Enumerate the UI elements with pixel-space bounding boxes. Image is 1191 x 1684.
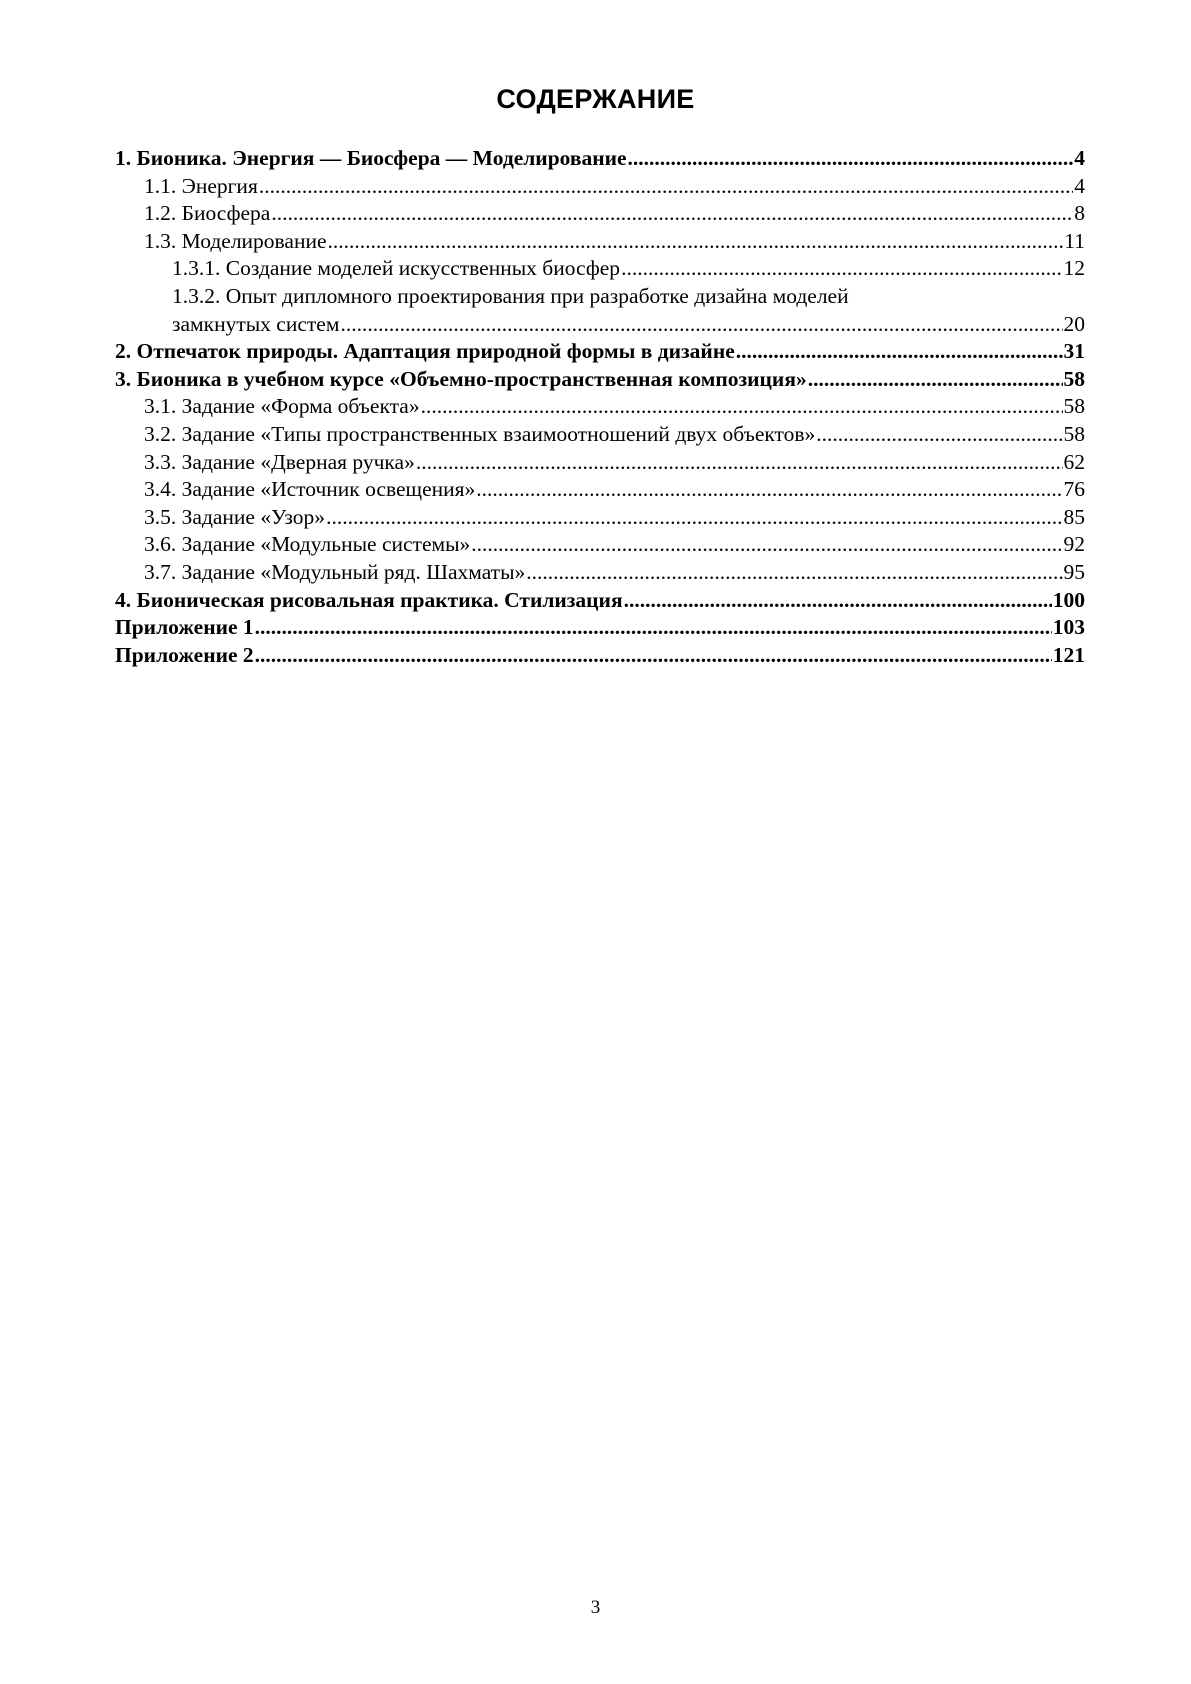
toc-entry-page: 62 bbox=[1063, 449, 1085, 474]
toc-entry-3-4[interactable] bbox=[115, 476, 1085, 504]
toc-entry-label: 3.2. Задание «Типы пространственных взаимоотношений двух объектов» bbox=[144, 421, 816, 446]
toc-entry-appendix-1[interactable] bbox=[115, 614, 1085, 642]
dot-leader bbox=[271, 200, 1073, 228]
dot-leader bbox=[808, 366, 1063, 394]
toc-entry-page: 58 bbox=[1063, 366, 1085, 391]
toc-entry-1-2[interactable] bbox=[115, 200, 1085, 228]
toc-entry-label: 3.3. Задание «Дверная ручка» bbox=[144, 449, 415, 474]
toc-entry-page: 95 bbox=[1063, 559, 1085, 584]
toc-entry-page: 85 bbox=[1063, 504, 1085, 529]
dot-leader bbox=[526, 559, 1062, 587]
toc-entry-1-1[interactable] bbox=[115, 173, 1085, 201]
dot-leader bbox=[340, 311, 1062, 339]
toc-entry-3-3[interactable] bbox=[115, 449, 1085, 477]
dot-leader bbox=[736, 338, 1063, 366]
toc-entry-page: 103 bbox=[1052, 615, 1085, 640]
toc-entry-page: 4 bbox=[1074, 146, 1085, 170]
toc-entry-1-3-2[interactable] bbox=[115, 283, 1085, 338]
dot-leader bbox=[476, 476, 1062, 504]
toc-entry-label: 1. Бионика. Энергия — Биосфера — Моделирование bbox=[115, 146, 627, 170]
toc-entry-page: 58 bbox=[1063, 421, 1085, 446]
toc-entry-1[interactable] bbox=[115, 145, 1085, 173]
toc-entry-page: 121 bbox=[1052, 642, 1085, 667]
toc-entry-page: 31 bbox=[1063, 339, 1085, 364]
toc-entry-label: 4. Бионическая рисовальная практика. Стилизация bbox=[115, 587, 623, 612]
toc-entry-page: 12 bbox=[1063, 256, 1085, 281]
toc-entry-page: 11 bbox=[1064, 228, 1085, 253]
toc-entry-2[interactable] bbox=[115, 338, 1085, 366]
dot-leader bbox=[816, 421, 1062, 449]
dot-leader bbox=[471, 531, 1062, 559]
toc-entry-label-line2: замкнутых систем bbox=[172, 311, 340, 336]
toc-entry-label: Приложение 1 bbox=[115, 615, 254, 640]
toc-entry-label: 3.1. Задание «Форма объекта» bbox=[144, 394, 420, 419]
toc-entry-label: 3.4. Задание «Источник освещения» bbox=[144, 477, 476, 502]
dot-leader bbox=[255, 614, 1052, 642]
dot-leader bbox=[421, 393, 1063, 421]
toc-entry-page: 20 bbox=[1063, 311, 1085, 336]
dot-leader bbox=[259, 173, 1073, 201]
toc-entry-3-6[interactable] bbox=[115, 531, 1085, 559]
toc-entry-3[interactable] bbox=[115, 366, 1085, 394]
dot-leader bbox=[326, 504, 1062, 532]
toc-entry-3-5[interactable] bbox=[115, 504, 1085, 532]
toc-entry-3-1[interactable] bbox=[115, 393, 1085, 421]
dot-leader bbox=[624, 587, 1052, 615]
dot-leader bbox=[621, 255, 1062, 283]
table-of-contents bbox=[115, 145, 1085, 669]
toc-entry-page: 58 bbox=[1063, 394, 1085, 419]
toc-entry-label: 1.3. Моделирование bbox=[144, 228, 327, 253]
toc-entry-1-3-1[interactable] bbox=[115, 255, 1085, 283]
toc-entry-label: Приложение 2 bbox=[115, 642, 254, 667]
toc-entry-page: 76 bbox=[1063, 477, 1085, 502]
toc-entry-label: 2. Отпечаток природы. Адаптация природной формы в дизайне bbox=[115, 339, 735, 364]
toc-entry-label: 1.3.1. Создание моделей искусственных биосфер bbox=[172, 256, 621, 281]
toc-entry-label: 3.7. Задание «Модульный ряд. Шахматы» bbox=[144, 559, 526, 584]
dot-leader bbox=[328, 228, 1064, 256]
toc-entry-3-2[interactable] bbox=[115, 421, 1085, 449]
toc-entry-page: 8 bbox=[1074, 201, 1085, 226]
toc-entry-3-7[interactable] bbox=[115, 559, 1085, 587]
page-number: 3 bbox=[590, 1597, 601, 1618]
toc-entry-page: 100 bbox=[1052, 587, 1085, 612]
dot-leader bbox=[255, 642, 1052, 670]
page-title: СОДЕРЖАНИЕ bbox=[496, 84, 695, 114]
toc-entry-appendix-2[interactable] bbox=[115, 642, 1085, 670]
dot-leader bbox=[628, 145, 1074, 173]
toc-entry-label: 3.5. Задание «Узор» bbox=[144, 504, 326, 529]
toc-entry-label-line1: 1.3.2. Опыт дипломного проектирования при разработке дизайна моделей bbox=[172, 283, 849, 308]
toc-entry-1-3[interactable] bbox=[115, 228, 1085, 256]
toc-entry-page: 4 bbox=[1074, 173, 1085, 198]
toc-entry-label: 3. Бионика в учебном курсе «Объемно-пространственная композиция» bbox=[115, 366, 807, 391]
toc-entry-label: 1.2. Биосфера bbox=[144, 201, 271, 226]
toc-entry-page: 92 bbox=[1063, 532, 1085, 557]
dot-leader bbox=[416, 449, 1063, 477]
toc-entry-4[interactable] bbox=[115, 587, 1085, 615]
toc-entry-label: 3.6. Задание «Модульные системы» bbox=[144, 532, 471, 557]
toc-entry-label: 1.1. Энергия bbox=[144, 173, 258, 198]
